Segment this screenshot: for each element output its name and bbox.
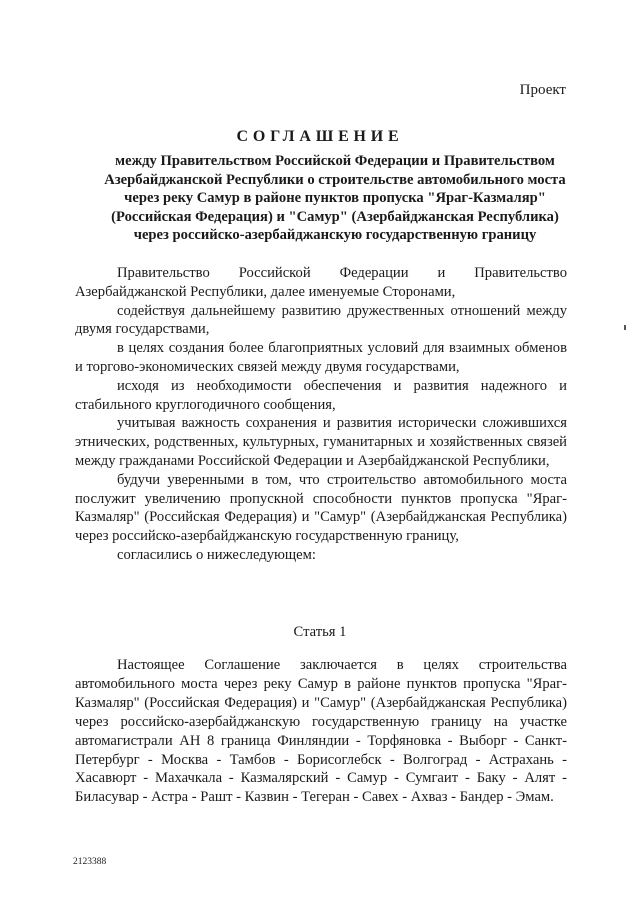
preamble: [75, 264, 567, 565]
preamble-paragraph: содействуя дальнейшему развитию дружественных отношений между двумя государствами,: [75, 302, 567, 338]
article-body: [75, 656, 567, 807]
subtitle-line: через российско-азербайджанскую государственную границу: [133, 227, 537, 243]
subtitle-line: через реку Самур в районе пунктов пропуска "Яраг-Казмаляр": [124, 190, 546, 206]
draft-label: Проект: [519, 82, 566, 98]
subtitle-line: Азербайджанской Республики о строительстве автомобильного моста: [104, 171, 566, 188]
preamble-paragraph: учитывая важность сохранения и развития исторически сложившихся этнических, родственных, культурных, гуманитарных и хозяйственных связей между гражданами Российской Федерации и Азербайджанской Республики,: [75, 415, 567, 469]
preamble-paragraph: исходя из необходимости обеспечения и развития надежного и стабильного круглогодичного сообщения,: [75, 377, 567, 413]
subtitle-line: между Правительством Российской Федерации и Правительством: [115, 153, 555, 169]
scan-mark: [624, 325, 626, 330]
agreement-title: СОГЛАШЕНИЕ: [236, 128, 404, 145]
preamble-paragraph: согласились о нижеследующем:: [117, 546, 316, 563]
agreement-subtitle: [60, 152, 610, 245]
article-paragraph: Настоящее Соглашение заключается в целях строительства автомобильного моста через реку Самур в районе пунктов пропуска "Яраг-Казмаляр" (Российская Федерация) и "Самур" (Азербайджанская Республика) через российско-азербайджанскую государственную границу на участке автомагистрали АН 8 граница Финляндии - Торфяновка - Выборг - Санкт-Петербург - Москва - Тамбов - Борисоглебск - Волгоград - Астрахань - Хасавюрт - Махачкала - Казмалярский - Самур - Сумгаит - Баку - Алят - Биласувар - Астра - Рашт - Казвин - Тегеран - Савех - Ахваз - Бандер - Эмам.: [75, 657, 567, 806]
document-code: 2123388: [73, 857, 107, 867]
subtitle-line: (Российская Федерация) и "Самур" (Азербайджанская Республика): [111, 208, 559, 225]
preamble-paragraph: Правительство Российской Федерации и Правительство Азербайджанской Республики, далее именуемые Сторонами,: [75, 265, 567, 300]
preamble-paragraph: будучи уверенными в том, что строительство автомобильного моста послужит увеличению пропускной способности пунктов пропуска "Яраг-Казмаляр" (Российская Федерация) и "Самур" (Азербайджанская Республика) через российско-азербайджанскую государственную границу,: [75, 471, 567, 545]
preamble-paragraph: в целях создания более благоприятных условий для взаимных обменов и торгово-экономических связей между двумя государствами,: [75, 340, 567, 375]
article-heading: Статья 1: [293, 624, 347, 640]
